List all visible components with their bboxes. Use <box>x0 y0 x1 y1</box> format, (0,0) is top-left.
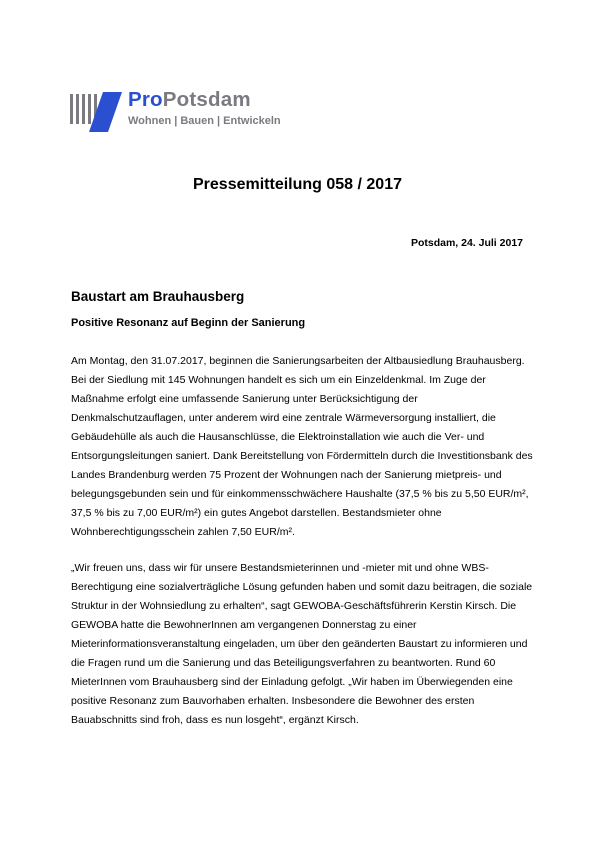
body-paragraph: „Wir freuen uns, dass wir für unsere Bestandsmieterinnen und -mieter mit und ohne WBS-Berechtigung eine sozialverträgliche Lösung gefunden haben und somit dazu beitragen, die soziale Struktur in der Wohnsiedlung zu erhalten“, sagt GEWOBA-Geschäftsführerin Kerstin Kirsch. Die GEWOBA hatte die BewohnerInnen am vergangenen Donnerstag zu einer Mieterinformationsveranstaltung eingeladen, um über den geänderten Baustart zu informieren und die Fragen rund um die Sanierung und das Beteiligungsverfahren zu beantworten. Rund 60 MieterInnen vom Brauhausberg sind der Einladung gefolgt. „Wir haben im Überwiegenden eine positive Resonanz zum Bauvorhaben erhalten. Insbesondere die Bewohner des ersten Bauabschnitts sind froh, dass es nun losgeht“, ergänzt Kirsch. <box>71 562 533 726</box>
logo-mark-icon <box>70 90 122 132</box>
press-release-title: Pressemitteilung 058 / 2017 <box>193 176 402 193</box>
logo-wordmark <box>128 88 251 112</box>
propotsdam-logo <box>70 88 300 134</box>
logo-brand-pro: Pro <box>128 88 163 111</box>
subheadline: Positive Resonanz auf Beginn der Sanierung <box>71 317 306 329</box>
body-paragraph: Am Montag, den 31.07.2017, beginnen die Sanierungsarbeiten der Altbausiedlung Brauhausberg. Bei der Siedlung mit 145 Wohnungen handelt es sich um ein Einzeldenkmal. Im Zuge der Maßnahme erfolgt eine umfassende Sanierung unter Berücksichtigung der Denkmalschutzauflagen, unter anderem wird eine zentrale Wärmeversorgung installiert, die Gebäudehülle als auch die Hausanschlüsse, die Elektroinstallation wie auch die Ver- und Entsorgungsleitungen saniert. Dank Bereitstellung von Fördermitteln durch die Investitionsbank des Landes Brandenburg werden 75 Prozent der Wohnungen nach der Sanierung mietpreis- und belegungsgebunden sein und für einkommensschwächere Haushalte (37,5 % bis zu 5,50 EUR/m², 37,5 % bis zu 7,00 EUR/m²) ein gutes Angebot darstellen. Bestandsmieter ohne Wohnberechtigungsschein zahlen 7,50 EUR/m². <box>71 355 533 538</box>
release-date: Potsdam, 24. Juli 2017 <box>410 237 523 249</box>
logo-brand-potsdam: Potsdam <box>162 88 251 111</box>
logo-tagline: Wohnen | Bauen | Entwickeln <box>128 115 281 127</box>
headline: Baustart am Brauhausberg <box>71 289 245 304</box>
